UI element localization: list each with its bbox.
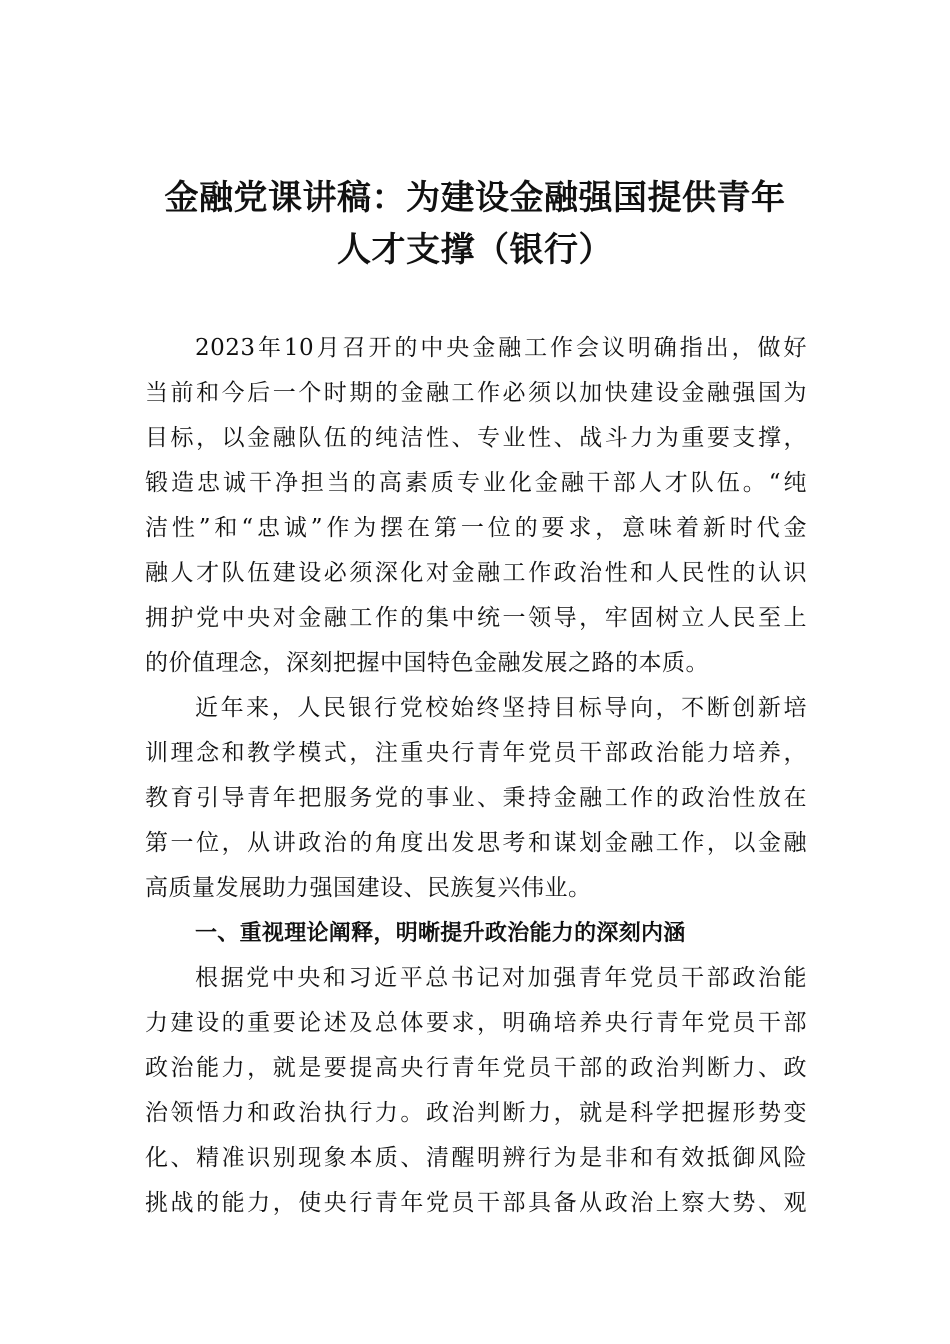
text-line: 拥护党中央对金融工作的集中统一领导，牢固树立人民至上 (145, 605, 807, 631)
text-line: 近年来，人民银行党校始终坚持目标导向，不断创新培 (195, 695, 807, 721)
text-line: 根据党中央和习近平总书记对加强青年党员干部政治能 (195, 965, 807, 991)
text-line: 高质量发展助力强国建设、民族复兴伟业。 (145, 875, 592, 901)
paragraph-1 (145, 326, 807, 686)
text-line: 教育引导青年把服务党的事业、秉持金融工作的政治性放在 (145, 785, 807, 811)
text-line: 的价值理念，深刻把握中国特色金融发展之路的本质。 (145, 650, 709, 676)
text-line: 第一位，从讲政治的角度出发思考和谋划金融工作，以金融 (145, 830, 807, 856)
text-line: 目标，以金融队伍的纯洁性、专业性、战斗力为重要支撑， (145, 425, 807, 451)
paragraph-3 (145, 956, 807, 1226)
title-line-1: 金融党课讲稿：为建设金融强国提供青年 (164, 178, 786, 218)
text-line: 力建设的重要论述及总体要求，明确培养央行青年党员干部 (145, 1010, 807, 1036)
text-line: 训理念和教学模式，注重央行青年党员干部政治能力培养， (145, 740, 807, 766)
text-line: 治领悟力和政治执行力。政治判断力，就是科学把握形势变 (145, 1100, 807, 1126)
text-line: 当前和今后一个时期的金融工作必须以加快建设金融强国为 (145, 380, 807, 406)
paragraph-2 (145, 686, 807, 911)
text-line: 2023年10月召开的中央金融工作会议明确指出，做好 (195, 335, 807, 361)
text-line: 政治能力，就是要提高央行青年党员干部的政治判断力、政 (145, 1055, 807, 1081)
document-title (145, 172, 805, 276)
text-line: 洁性”和“忠诚”作为摆在第一位的要求，意味着新时代金 (145, 515, 807, 541)
document-body (145, 326, 807, 1226)
title-line-2: 人才支撑（银行） (337, 230, 613, 270)
text-line: 锻造忠诚干净担当的高素质专业化金融干部人才队伍。“纯 (145, 470, 807, 496)
section-heading-1: 一、重视理论阐释，明晰提升政治能力的深刻内涵 (195, 921, 686, 946)
text-line: 融人才队伍建设必须深化对金融工作政治性和人民性的认识 (145, 560, 807, 586)
text-line: 化、精准识别现象本质、清醒明辨行为是非和有效抵御风险 (145, 1145, 807, 1171)
text-line: 挑战的能力，使央行青年党员干部具备从政治上察大势、观 (145, 1190, 807, 1216)
